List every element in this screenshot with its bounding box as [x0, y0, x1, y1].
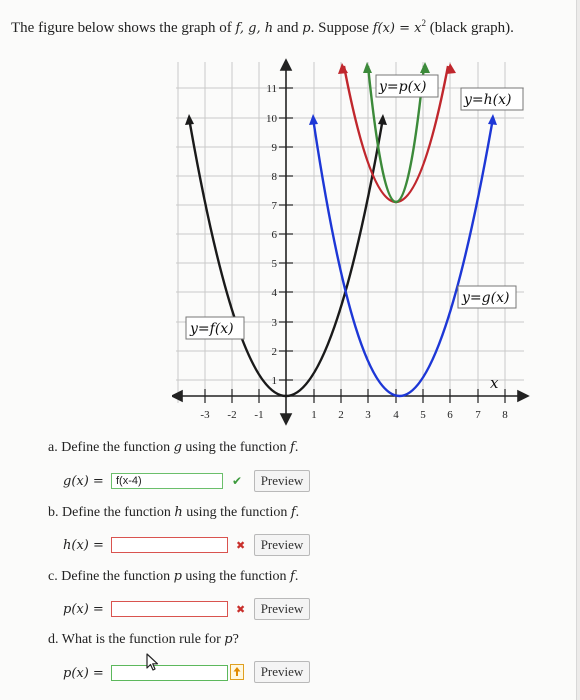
f-arrow-left: [185, 114, 194, 125]
part-a-lhs: g(x) =: [63, 474, 104, 489]
y-tick-label: 10: [266, 113, 277, 125]
y-tick-labels: [266, 83, 278, 387]
p-label: y=p(x): [379, 79, 427, 95]
part-c-var2: f: [290, 569, 295, 584]
p-rule-input[interactable]: [111, 665, 228, 681]
part-b-text2: using the function: [182, 505, 291, 520]
intro-and: and: [273, 20, 303, 36]
intro-vars: f, g, h: [235, 21, 274, 36]
y-axis-arrow-up: [281, 60, 291, 70]
part-a-var: g: [173, 440, 182, 455]
part-d-end: ?: [232, 632, 239, 647]
function-graph: [172, 58, 530, 430]
h-arrow-left: [338, 63, 348, 74]
g-arrow-right: [488, 114, 497, 125]
part-c-lhs: p(x) =: [63, 602, 104, 617]
x-tick-label: 6: [447, 409, 453, 421]
x-tick-labels: [200, 409, 508, 421]
x-tick-label: -3: [200, 409, 210, 421]
y-axis-arrow-down: [281, 414, 291, 424]
x-tick-label: -2: [227, 409, 237, 421]
x-axis-arrow-right: [518, 391, 528, 401]
y-tick-label: 2: [271, 346, 277, 358]
h-label: y=h(x): [464, 92, 512, 108]
x-tick-label: 2: [338, 409, 344, 421]
p-arrow-right: [420, 62, 430, 73]
x-tick-label: 5: [420, 409, 426, 421]
intro-func: f(x) = x: [372, 21, 422, 36]
intro-post: (black graph).: [425, 20, 514, 36]
g-label: y=g(x): [462, 290, 510, 306]
part-b-var: h: [174, 505, 183, 520]
part-b-lhs: h(x) =: [63, 538, 104, 553]
p-answer-input[interactable]: [111, 601, 228, 617]
part-a-text2: using the function: [181, 440, 290, 455]
g-curve: [313, 118, 493, 396]
y-tick-label: 11: [266, 83, 277, 95]
intro-suppose: . Suppose: [310, 20, 373, 36]
part-a-var2: f: [290, 440, 295, 455]
part-d-var: p: [224, 632, 233, 647]
check-icon: ✔: [232, 474, 243, 488]
grid: [176, 62, 524, 403]
preview-button-b[interactable]: Preview: [254, 534, 310, 556]
y-tick-label: 1: [271, 375, 277, 387]
question-text: [11, 18, 514, 37]
intro-exponent: 2: [421, 18, 426, 28]
part-c-end: .: [294, 569, 299, 584]
h-answer-input[interactable]: [111, 537, 228, 553]
f-arrow-right: [378, 114, 387, 125]
cross-icon: ✖: [236, 603, 246, 616]
upload-icon: [230, 664, 244, 680]
f-label: y=f(x): [190, 321, 234, 337]
axes: [172, 60, 528, 424]
part-c-text2: using the function: [181, 569, 290, 584]
y-tick-label: 5: [271, 258, 277, 270]
part-a-prompt: [48, 440, 298, 456]
x-tick-label: 3: [365, 409, 371, 421]
part-d-prompt: [48, 632, 239, 648]
p-arrow-left: [363, 62, 372, 73]
part-c-var: p: [173, 569, 182, 584]
part-c-text: c. Define the function: [48, 569, 174, 584]
intro-p: p: [302, 21, 311, 36]
preview-button-a[interactable]: Preview: [254, 470, 310, 492]
y-tick-label: 6: [271, 229, 277, 241]
mouse-cursor-icon: [144, 653, 162, 673]
y-tick-label: 4: [271, 287, 277, 299]
part-b-prompt: [48, 505, 299, 521]
part-d-lhs: p(x) =: [63, 666, 104, 681]
y-tick-label: 8: [271, 171, 277, 183]
intro-text: The figure below shows the graph of: [11, 20, 236, 36]
g-answer-input[interactable]: f(x-4): [111, 473, 223, 489]
y-tick-label: 9: [271, 142, 277, 154]
x-tick-label: 1: [311, 409, 317, 421]
part-a-end: .: [294, 440, 299, 455]
part-a-text: a. Define the function: [48, 440, 174, 455]
preview-button-d[interactable]: Preview: [254, 661, 310, 683]
part-b-end: .: [295, 505, 300, 520]
part-c-prompt: [48, 569, 298, 585]
cross-icon: ✖: [236, 539, 246, 552]
x-tick-label: 4: [393, 409, 399, 421]
part-b-var2: f: [290, 505, 296, 520]
x-axis-label: x: [490, 374, 499, 392]
x-tick-label: 7: [475, 409, 481, 421]
y-tick-label: 7: [271, 200, 277, 212]
y-tick-label: 3: [271, 317, 277, 329]
x-axis-arrow-left: [172, 391, 182, 401]
g-arrow-left: [309, 114, 318, 125]
x-tick-label: 8: [502, 409, 508, 421]
part-b-text: b. Define the function: [48, 505, 175, 520]
preview-button-c[interactable]: Preview: [254, 598, 310, 620]
x-tick-label: -1: [254, 409, 264, 421]
part-d-text: d. What is the function rule for: [48, 632, 225, 647]
